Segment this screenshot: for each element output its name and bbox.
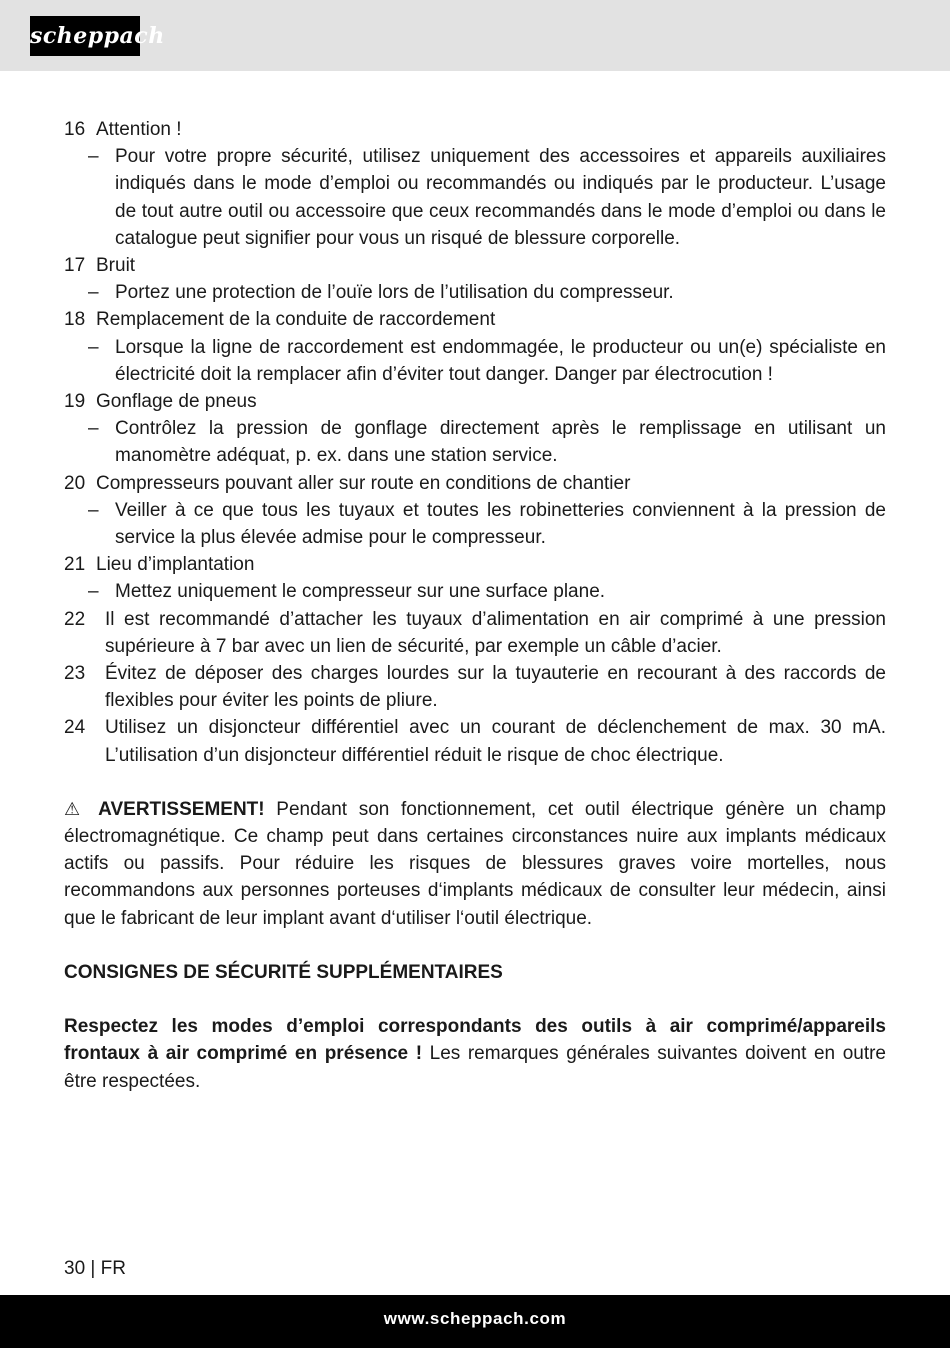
item-number: 18 <box>64 309 86 331</box>
list-item <box>64 551 886 578</box>
sub-item <box>64 334 886 388</box>
document-content <box>64 116 886 1095</box>
item-title: Bruit <box>96 255 136 277</box>
item-text: Utilisez un disjoncteur différentiel avec un courant de déclenchement de max. 30 mA. L’utilisation d’un disjoncteur différentiel réduit le risque de choc électrique. <box>105 717 886 766</box>
language-code: FR <box>100 1258 126 1279</box>
dash-bullet: – <box>88 499 99 521</box>
warning-paragraph <box>64 796 886 932</box>
numbered-list-a <box>64 116 886 606</box>
dash-bullet: – <box>88 282 99 304</box>
dash-bullet: – <box>88 418 99 440</box>
sub-item <box>64 279 886 306</box>
list-item <box>64 252 886 279</box>
sub-item-text: Veiller à ce que tous les tuyaux et toutes les robinetteries conviennent à la pression de service la plus élevée admise pour le compresseur. <box>115 499 886 549</box>
warning-triangle-icon: ⚠ <box>64 798 87 819</box>
list-item <box>64 470 886 497</box>
item-number: 17 <box>64 255 86 277</box>
item-title: Remplacement de la conduite de raccordement <box>96 309 496 331</box>
item-text: Évitez de déposer des charges lourdes sur la tuyauterie en recourant à des raccords de flexibles pour éviter les points de pliure. <box>105 663 886 712</box>
sub-item <box>64 415 886 469</box>
sub-item-text: Lorsque la ligne de raccordement est endommagée, le producteur ou un(e) spécialiste en électricité doit la remplacer afin d’éviter tout danger. Danger par électrocution ! <box>115 336 886 385</box>
item-number: 24 <box>64 717 86 739</box>
section-heading: CONSIGNES DE SÉCURITÉ SUPPLÉMENTAIRES <box>64 961 503 983</box>
warning-text: Pendant son fonctionnement, cet outil électrique génère un champ électromagnétique. Ce champ peut dans certaines circonstances nuire aux implants médicaux actifs ou passifs. Pour réduire les risques de blessures graves voire mortelles, nous recommandons aux personnes porteuses d‘implants médicaux de consulter leur médecin, ainsi que le fabricant de leur implant avant d‘utiliser l‘outil électrique. <box>64 798 886 929</box>
list-item <box>64 306 886 333</box>
list-item <box>64 606 886 660</box>
scheppach-logo: scheppach <box>30 16 140 56</box>
item-title: Lieu d’implantation <box>96 554 255 576</box>
item-text: Il est recommandé d’attacher les tuyaux d’alimentation en air comprimé à une pression supérieure à 7 bar avec un lien de sécurité, par exemple un câble d’acier. <box>105 608 886 657</box>
warning-label: AVERTISSEMENT! <box>98 798 265 820</box>
sub-item-text: Portez une protection de l’ouïe lors de l’utilisation du compresseur. <box>115 282 674 304</box>
item-title: Compresseurs pouvant aller sur route en conditions de chantier <box>96 472 631 494</box>
sub-item <box>64 578 886 605</box>
sub-item-text: Pour votre propre sécurité, utilisez uniquement des accessoires et appareils auxiliaires indiqués dans le mode d’emploi ou recommandés ou indiqués par le producteur. L’usage de tout autre outil ou accessoire que ceux recommandés dans le mode d’emploi ou dans le catalogue peut signifier pour vous un risqué de blessure corporelle. <box>115 146 886 249</box>
item-number: 19 <box>64 391 86 413</box>
dash-bullet: – <box>88 336 99 358</box>
page-number-line <box>64 1255 126 1282</box>
item-number: 21 <box>64 554 86 576</box>
sub-item-text: Contrôlez la pression de gonflage directement après le remplissage en utilisant un manomètre adéquat, p. ex. dans une station service. <box>115 418 886 467</box>
item-number: 23 <box>64 663 86 685</box>
item-title: Attention ! <box>96 119 182 140</box>
sub-item <box>64 143 886 252</box>
item-number: 20 <box>64 472 86 494</box>
numbered-list-b <box>64 606 886 769</box>
header-band <box>0 0 950 71</box>
list-item <box>64 660 886 714</box>
item-number: 22 <box>64 608 86 630</box>
dash-bullet: – <box>88 581 99 603</box>
item-title: Gonflage de pneus <box>96 391 257 413</box>
sub-item-text: Mettez uniquement le compresseur sur une surface plane. <box>115 581 606 603</box>
footer-band <box>0 1295 950 1348</box>
closing-text: Les remarques générales suivantes doivent en outre être respectées. <box>64 1043 886 1092</box>
closing-bold-text: Respectez les modes d’emploi correspondants des outils à air comprimé/appareils frontaux à air comprimé en présence ! <box>64 1016 886 1065</box>
website-link[interactable]: www.scheppach.com <box>383 1309 567 1328</box>
page-separator: | <box>90 1258 96 1279</box>
list-item <box>64 388 886 415</box>
item-number: 16 <box>64 119 86 140</box>
dash-bullet: – <box>88 146 99 168</box>
sub-item <box>64 497 886 551</box>
list-item <box>64 116 886 143</box>
list-item <box>64 714 886 768</box>
page-number: 30 <box>64 1258 86 1279</box>
closing-paragraph <box>64 1013 886 1095</box>
